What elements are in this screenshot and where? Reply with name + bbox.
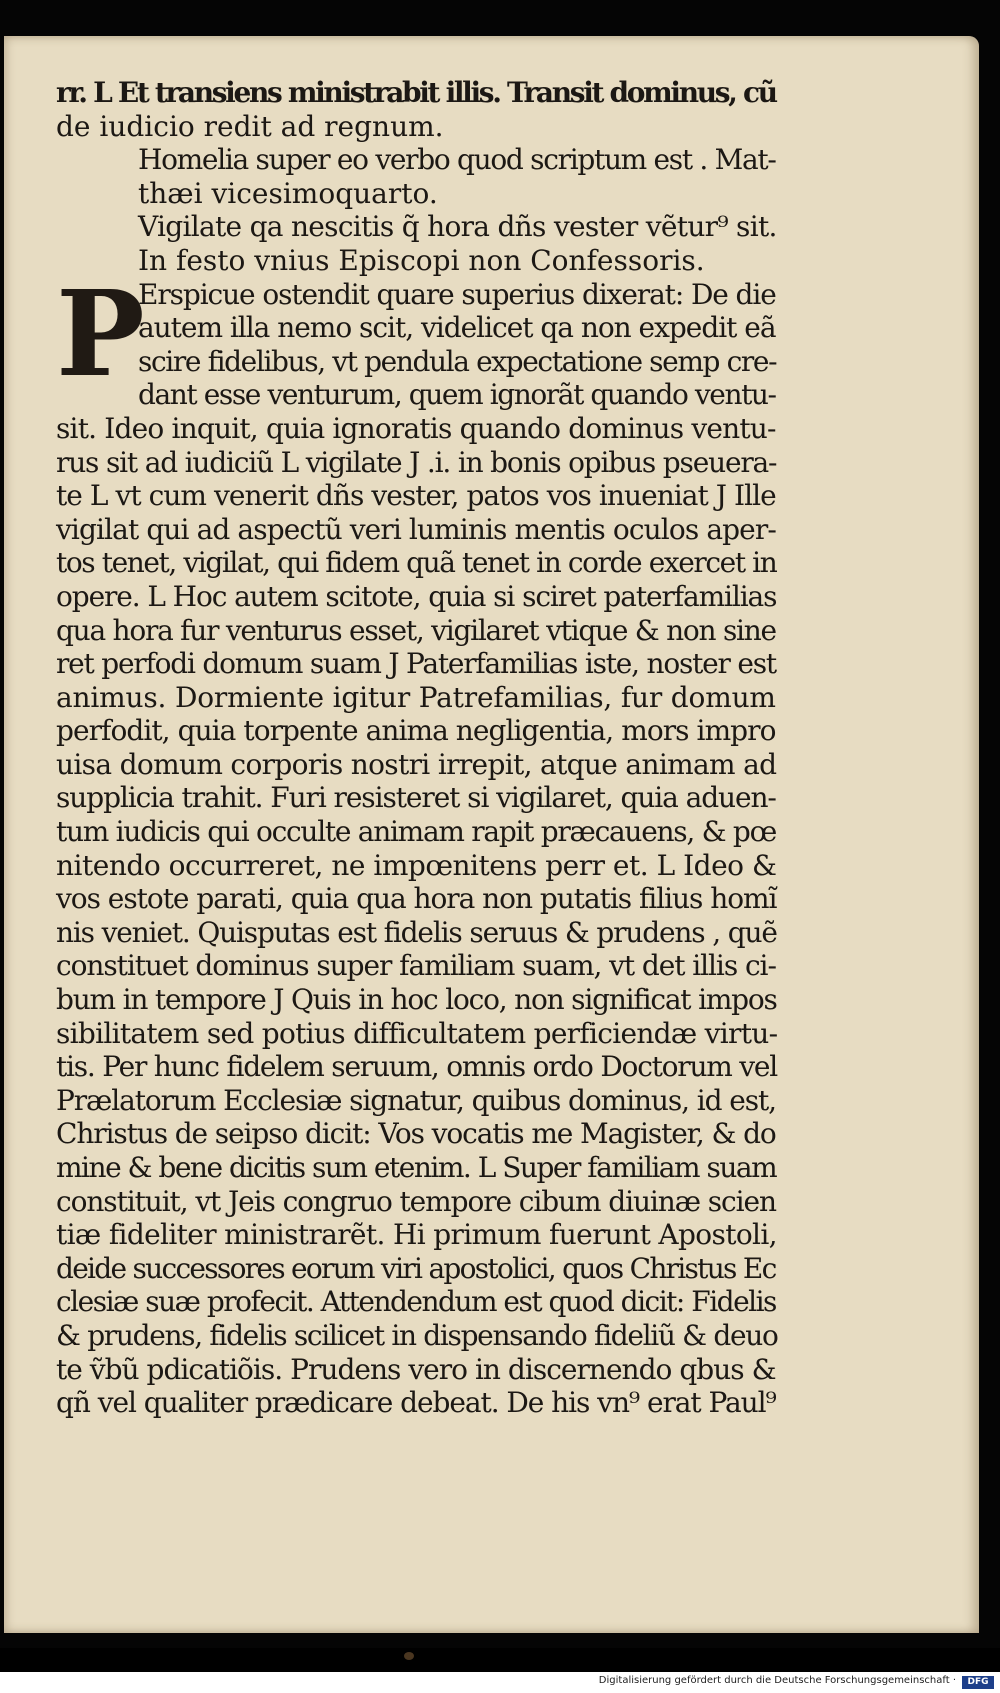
text-line: vigilat qui ad aspectũ veri luminis mentis oculos aper- <box>56 512 776 546</box>
dfg-logo: DFG <box>962 1676 994 1689</box>
text-line: opere. L Hoc autem scitote, quia si sciret paterfamilias <box>56 579 777 613</box>
text-line: ret perfodi domum suam J Paterfamilias iste, noster est <box>56 647 776 681</box>
text-line: tis. Per hunc fidelem seruum, omnis ordo Doctorum vel <box>56 1050 777 1084</box>
text-line: constituet dominus super familiam suam, vt det illis ci- <box>56 949 776 983</box>
dropcap-paragraph <box>56 263 777 412</box>
text-line: qñ vel qualiter prædicare debeat. De his vn⁹ erat Paul⁹ <box>56 1386 776 1420</box>
text-line: uisa domum corporis nostri irrepit, atque animam ad <box>56 747 777 781</box>
text-line: scire fidelibus, vt pendula expectatione semp cre- <box>138 344 777 378</box>
text-line: mine & bene dicitis sum etenim. L Super familiam suam <box>56 1151 777 1184</box>
text-line: te ṽbũ pdicatiõis. Prudens vero in discernendo qbus & <box>56 1352 776 1386</box>
text-line: nis veniet. Quisputas est fidelis seruus & prudens , quẽ <box>56 915 777 949</box>
page-text <box>56 76 776 1420</box>
text-line: Prælatorum Ecclesiæ signatur, quibus dominus, id est, <box>56 1083 776 1117</box>
book-page <box>4 36 979 1633</box>
text-line: deide successores eorum viri apostolici, quos Christus Ec <box>56 1251 776 1285</box>
text-line: autem illa nemo scit, videlicet qa non expedit eã <box>138 311 776 345</box>
homily-heading: Homelia super eo verbo quod scriptum est . Mat- <box>138 143 776 177</box>
text-line: constituit, vt Jeis congruo tempore cibum diuinæ scien <box>56 1184 776 1218</box>
homily-heading: thæi vicesimoquarto. <box>138 176 438 210</box>
text-line: & prudens, fidelis scilicet in dispensando fideliũ & deuo <box>56 1318 778 1352</box>
text-line: te L vt cum venerit dñs vester, patos vos inueniat J Ille <box>56 479 776 513</box>
body-text <box>56 412 776 1420</box>
text-line: rr. L Et transiens ministrabit illis. Transit dominus, cũ <box>56 76 776 109</box>
funding-notice: Digitalisierung gefördert durch die Deutsche Forschungsgemeinschaft · <box>598 1675 956 1686</box>
ink-stain <box>404 1652 414 1660</box>
feast-heading: In festo vnius Episcopi non Confessoris. <box>138 243 705 277</box>
text-line: dant esse venturum, quem ignorãt quando ventu- <box>138 378 776 412</box>
text-line: vos estote parati, quia qua hora non putatis filius homĩ <box>56 882 777 916</box>
text-line: tum iudicis qui occulte animam rapit præcauens, & pœ <box>56 815 776 849</box>
text-line: qua hora fur venturus esset, vigilaret vtique & non sine <box>56 613 776 647</box>
dropcap-initial: P <box>56 263 145 403</box>
text-line: sit. Ideo inquit, quia ignoratis quando dominus ventu- <box>56 411 776 445</box>
scripture-quote: Vigilate qa nescitis q̃ hora dñs vester vẽtur⁹ sit. <box>138 210 777 244</box>
text-line: tiæ fideliter ministrarẽt. Hi primum fuerunt Apostoli, <box>56 1218 777 1252</box>
text-line: sibilitatem sed potius difficultatem perficiendæ virtu- <box>56 1016 778 1050</box>
text-line: nitendo occurreret, ne impœnitens perr et. L Ideo & <box>56 848 777 882</box>
text-line: perfodit, quia torpente anima negligentia, mors impro <box>56 714 776 748</box>
footer-bar <box>0 1672 1000 1693</box>
text-line: clesiæ suæ profecit. Attendendum est quod dicit: Fidelis <box>56 1285 776 1319</box>
text-line: Christus de seipso dicit: Vos vocatis me Magister, & do <box>56 1117 776 1151</box>
text-line: rus sit ad iudiciũ L vigilate J .i. in bonis opibus pseuera- <box>56 445 777 479</box>
text-line: animus. Dormiente igitur Patrefamilias, fur domum <box>56 680 776 714</box>
text-line: supplicia trahit. Furi resisteret si vigilaret, quia aduen- <box>56 781 776 815</box>
text-line: tos tenet, vigilat, qui fidem quã tenet in corde exercet in <box>56 546 777 580</box>
text-line: de iudicio redit ad regnum. <box>56 109 444 143</box>
text-line: bum in tempore J Quis in hoc loco, non significat impos <box>56 983 777 1017</box>
text-line: Erspicue ostendit quare superius dixerat: De die <box>138 277 776 311</box>
